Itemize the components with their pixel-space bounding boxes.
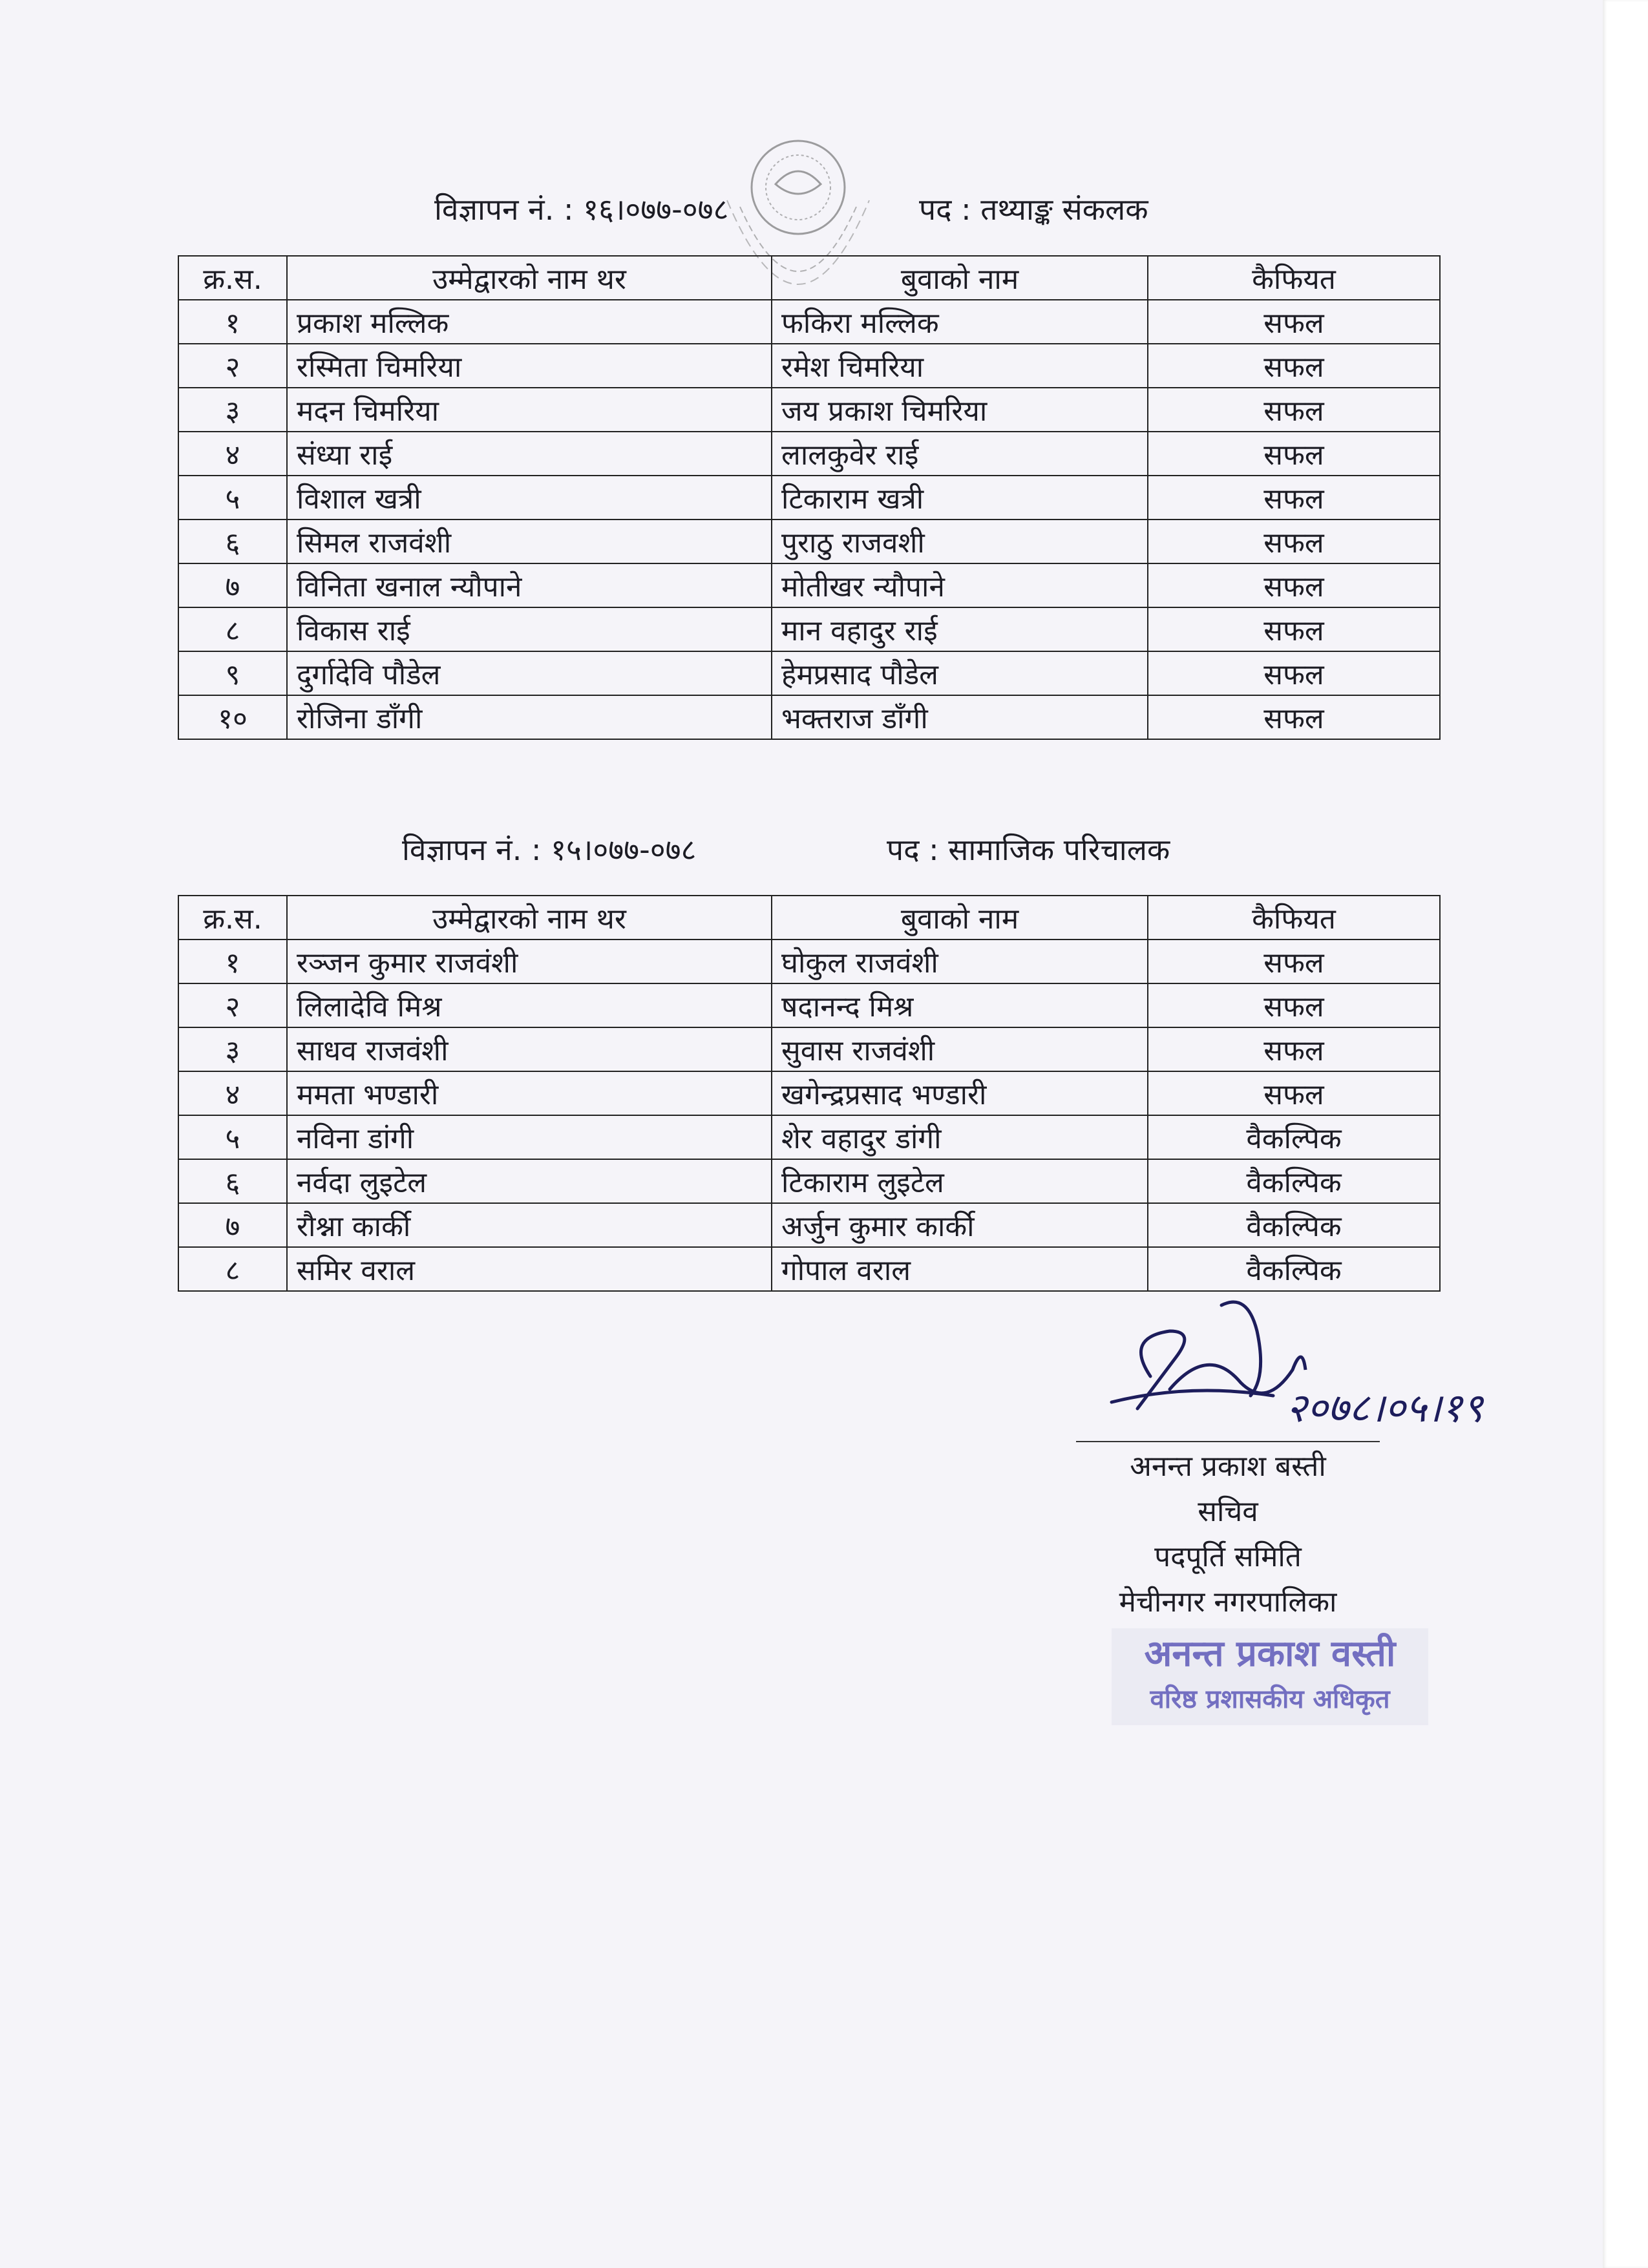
status-cell: वैकल्पिक — [1148, 1247, 1440, 1291]
status-cell: सफल — [1148, 1027, 1440, 1071]
signature-line — [1076, 1441, 1380, 1442]
name-cell: रस्मिता चिमरिया — [287, 344, 772, 388]
serial-cell: ८ — [178, 607, 287, 651]
name-cell: समिर वराल — [287, 1247, 772, 1291]
serial-cell: ३ — [178, 1027, 287, 1071]
status-cell: वैकल्पिक — [1148, 1159, 1440, 1203]
serial-cell: १ — [178, 300, 287, 344]
name-cell: विनिता खनाल न्यौपाने — [287, 563, 772, 607]
status-cell: सफल — [1148, 983, 1440, 1027]
father-cell: फकिरा मल्लिक — [772, 300, 1148, 344]
post-title-2: पद : सामाजिक परिचालक — [887, 832, 1170, 867]
name-cell: रोजिना डाँगी — [287, 695, 772, 739]
table-row — [178, 1203, 1440, 1247]
father-cell: मान वहादुर राई — [772, 607, 1148, 651]
name-cell: विकास राई — [287, 607, 772, 651]
serial-cell: ५ — [178, 1115, 287, 1159]
status-cell: वैकल्पिक — [1148, 1203, 1440, 1247]
scan-edge — [1603, 0, 1648, 2268]
name-cell: रौश्ना कार्की — [287, 1203, 772, 1247]
table-row — [178, 388, 1440, 432]
signature-date: २०७८।०५।१९ — [1286, 1387, 1483, 1431]
signatory-office: मेचीनगर नगरपालिका — [1119, 1586, 1337, 1619]
serial-cell: ३ — [178, 388, 287, 432]
table-row — [178, 1159, 1440, 1203]
col-father-name: बुवाको नाम — [772, 256, 1148, 300]
serial-cell: ६ — [178, 520, 287, 563]
serial-cell: ७ — [178, 563, 287, 607]
name-cell: संध्या राई — [287, 432, 772, 476]
table-row — [178, 300, 1440, 344]
status-cell: सफल — [1148, 476, 1440, 520]
serial-cell: ६ — [178, 1159, 287, 1203]
father-cell: घोकुल राजवंशी — [772, 940, 1148, 983]
stamp-name: अनन्त प्रकाश वस्ती — [1144, 1633, 1396, 1675]
status-cell: सफल — [1148, 432, 1440, 476]
col-remarks: कैफियत — [1148, 896, 1440, 940]
signature-icon — [1073, 1292, 1545, 1460]
table-row — [178, 1247, 1440, 1291]
name-cell: प्रकाश मल्लिक — [287, 300, 772, 344]
signatory-role: सचिव — [1198, 1495, 1258, 1528]
serial-cell: १ — [178, 940, 287, 983]
father-cell: लालकुवेर राई — [772, 432, 1148, 476]
father-cell: षदानन्द मिश्र — [772, 983, 1148, 1027]
table-row — [178, 940, 1440, 983]
table-row — [178, 651, 1440, 695]
table-header-row — [178, 256, 1440, 300]
signatory-committee: पदपूर्ति समिति — [1154, 1540, 1302, 1573]
table-row — [178, 563, 1440, 607]
father-cell: टिकाराम लुइटेल — [772, 1159, 1148, 1203]
father-cell: पुराठु राजवशी — [772, 520, 1148, 563]
serial-cell: ८ — [178, 1247, 287, 1291]
name-cell: दुर्गादेवि पौडेल — [287, 651, 772, 695]
table-row — [178, 607, 1440, 651]
name-cell: साधव राजवंशी — [287, 1027, 772, 1071]
table-row — [178, 695, 1440, 739]
table-row — [178, 1027, 1440, 1071]
serial-cell: ५ — [178, 476, 287, 520]
serial-cell: ४ — [178, 432, 287, 476]
father-cell: शेर वहादुर डांगी — [772, 1115, 1148, 1159]
status-cell: सफल — [1148, 300, 1440, 344]
table-row — [178, 983, 1440, 1027]
status-cell: सफल — [1148, 607, 1440, 651]
stamp-designation: वरिष्ठ प्रशासकीय अधिकृत — [1150, 1685, 1390, 1714]
table-row — [178, 520, 1440, 563]
table-statistics-collector — [178, 255, 1441, 740]
col-father-name: बुवाको नाम — [772, 896, 1148, 940]
father-cell: मोतीखर न्यौपाने — [772, 563, 1148, 607]
name-cell: मदन चिमरिया — [287, 388, 772, 432]
name-cell: सिमल राजवंशी — [287, 520, 772, 563]
col-remarks: कैफियत — [1148, 256, 1440, 300]
father-cell: टिकाराम खत्री — [772, 476, 1148, 520]
father-cell: हेमप्रसाद पौडेल — [772, 651, 1148, 695]
table-social-mobilizer — [178, 895, 1441, 1292]
serial-cell: ४ — [178, 1071, 287, 1115]
father-cell: जय प्रकाश चिमरिया — [772, 388, 1148, 432]
signatory-block — [1034, 1444, 1422, 1625]
name-cell: विशाल खत्री — [287, 476, 772, 520]
father-cell: सुवास राजवंशी — [772, 1027, 1148, 1071]
father-cell: रमेश चिमरिया — [772, 344, 1148, 388]
name-cell: रञ्जन कुमार राजवंशी — [287, 940, 772, 983]
status-cell: वैकल्पिक — [1148, 1115, 1440, 1159]
col-serial: क्र.स. — [178, 256, 287, 300]
name-cell: नविना डांगी — [287, 1115, 772, 1159]
father-cell: गोपाल वराल — [772, 1247, 1148, 1291]
serial-cell: २ — [178, 344, 287, 388]
status-cell: सफल — [1148, 344, 1440, 388]
col-serial: क्र.स. — [178, 896, 287, 940]
col-candidate-name: उम्मेद्वारको नाम थर — [287, 896, 772, 940]
serial-cell: ७ — [178, 1203, 287, 1247]
status-cell: सफल — [1148, 940, 1440, 983]
name-cell: लिलादेवि मिश्र — [287, 983, 772, 1027]
status-cell: सफल — [1148, 388, 1440, 432]
table-row — [178, 1071, 1440, 1115]
col-candidate-name: उम्मेद्वारको नाम थर — [287, 256, 772, 300]
serial-cell: २ — [178, 983, 287, 1027]
serial-cell: ९ — [178, 651, 287, 695]
post-title-1: पद : तथ्याङ्क संकलक — [919, 192, 1148, 227]
status-cell: सफल — [1148, 695, 1440, 739]
table-header-row — [178, 896, 1440, 940]
father-cell: अर्जुन कुमार कार्की — [772, 1203, 1148, 1247]
status-cell: सफल — [1148, 520, 1440, 563]
status-cell: सफल — [1148, 1071, 1440, 1115]
signatory-name: अनन्त प्रकाश बस्ती — [1130, 1450, 1326, 1483]
name-cell: नर्वदा लुइटेल — [287, 1159, 772, 1203]
table-row — [178, 432, 1440, 476]
table-row — [178, 476, 1440, 520]
table-row — [178, 1115, 1440, 1159]
serial-cell: १० — [178, 695, 287, 739]
name-cell: ममता भण्डारी — [287, 1071, 772, 1115]
father-cell: खगेन्द्रप्रसाद भण्डारी — [772, 1071, 1148, 1115]
advert-number-1: विज्ञापन नं. : १६।०७७-०७८ — [434, 192, 729, 227]
status-cell: सफल — [1148, 651, 1440, 695]
advert-number-2: विज्ञापन नं. : १५।०७७-०७८ — [402, 832, 697, 867]
table-row — [178, 344, 1440, 388]
father-cell: भक्तराज डाँगी — [772, 695, 1148, 739]
name-stamp — [1112, 1628, 1428, 1725]
status-cell: सफल — [1148, 563, 1440, 607]
